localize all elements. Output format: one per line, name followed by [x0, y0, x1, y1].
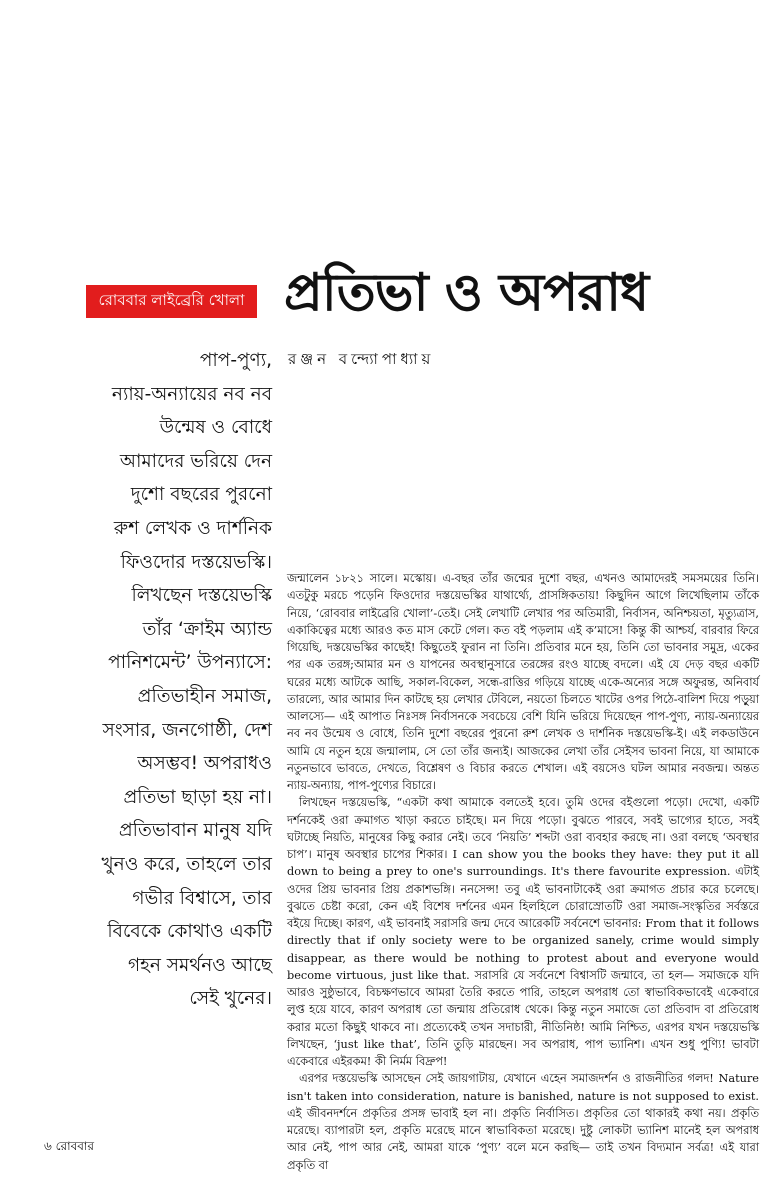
body-paragraph: লিখছেন দস্তয়েভস্কি, “একটা কথা আমাকে বলতেই হবে। তুমি ওদের বইগুলো পড়ো। দেখো, একটি দর্শনকেই ওরা ক্রমাগত খাড়া করতে চাইছে। মন দিয়ে পড়ো। বুঝতে পারবে, সবই ভাগ্যের হাতে, সবই ঘটাচ্ছে নিয়তি, মানুষের কিছু করার নেই। তবে ‘নিয়তি’ শব্দটা ওরা ব্যবহার করছে না। ওরা বলছে ‘অবস্থার চাপ’। মানুষ অবস্থার চাপের শিকার। I can show you the books they have: they put it all down to being a prey to one's surroundings. It's there favourite expression. এটাই ওদের প্রিয় ভাবনার প্রিয় প্রকাশভঙ্গি। ননসেন্স! তবু এই ভাবনাটাকেই ওরা ক্রমাগত প্রচার করে চলেছে। বুঝতে চেষ্টা করো, কেন এই বিশেষ দর্শনের এমন হিলহিলে চোরাস্রোতটি ওরা সমাজ-সংস্কৃতির সর্বস্তরে বইয়ে দিচ্ছে। কারণ, এই ভাবনাই সরাসরি জন্ম দেবে আরেকটি সর্বনেশে ভাবনার: From that it follows directly that if only society were to be organized sanely, crime would simply disappear, as there would be nothing to protest about and everyone would become virtuous, just like that. সরাসরি যে সর্বনেশে বিশ্বাসটি জন্মাবে, তা হল— সমাজকে যদি আরও সুষ্ঠুভাবে, বিচক্ষণভাবে আমরা তৈরি করতে পারি, তাহলে অপরাধ তো স্বাভাবিকভাবেই একেবারে লুপ্ত হয়ে যাবে, কারণ অপরাধ তো জন্মায় প্রতিরোধ থেকে। কিন্তু নতুন সমাজে তো প্রতিবাদ বা প্রতিরোধ করার মতো কিছুই থাকবে না। প্রত্যেকেই তখন সদাচারী, নীতিনিষ্ঠ! আমি নিশ্চিত, এরপর যখন দস্তয়েভস্কি লিখছেন, ‘just like that’, তিনি তুড়ি মারছেন। সব অপরাধ, পাপ ভ্যানিশ। এখন শুধু পুণ্যি! ভাবটা একেবারে এইরকম! কী নির্মম বিদ্রুপ!: [287, 796, 759, 1068]
pull-quote-line: দুশো বছরের পুরনো: [130, 484, 272, 506]
body-paragraph: এরপর দস্তয়েভস্কি আসছেন সেই জায়গাটায়, যেখানে এহেন সমাজদর্শন ও রাজনীতির গলদ! Nature isn't taken into consideration, nature is banished, nature is not supposed to exist. এই জীবনদর্শনে প্রকৃতির প্রসঙ্গ ভাবাই হল না। প্রকৃতি নির্বাসিত। প্রকৃতির তো থাকারই কথা নয়। প্রকৃতি মরেছে। ব্যাপারটা হল, প্রকৃতি মরেছে মানে স্বাভাবিকতা মরেছে। দুষ্টু লোকটা ভ্যানিশ মানেই হল অপরাধ আর নেই, পাপ আর নেই, আমরা যাকে ‘পুণ্য’ বলে মনে করছি— তাই তখন বিদ্যমান সর্বত্র! এই যারা প্রকৃতি বা: [287, 1072, 759, 1172]
section-badge: রোববার লাইব্রেরি খোলা: [86, 285, 257, 318]
body-paragraph: জন্মালেন ১৮২১ সালে। মস্কোয়। এ-বছর তাঁর জন্মের দুশো বছর, এখনও আমাদেরই সমসময়ের তিনি। এতটুকু মরচে পড়েনি ফিওদোর দস্তয়েভস্কির যাথার্থ্যে, প্রাসঙ্গিকতায়! কিছুদিন আগে লিখেছিলাম তাঁকে নিয়ে, ‘রোববার লাইব্রেরি খোলা’-তেই। সেই লেখাটি লেখার পর অতিমারী, নির্বাসন, অনিশ্চয়তা, মৃত্যুত্রাস, একাকিত্বের মধ্যে আরও কত মাস কেটে গেল। কত বই পড়লাম এই ক’মাসে! কিন্তু কী আশ্চর্য, বারবার ফিরে গিয়েছি, দস্তয়েভস্কির কাছেই! কিছুতেই ফুরান না তিনি। প্রতিবার মনে হয়, তিনি তো ভাবনার সমুদ্র, একের পর এক তরঙ্গ;আমার মন ও যাপনের অবস্থানুসারে তরঙ্গের রংও যাচ্ছে বদলে। এই যে দেড় বছর একটি ঘরের মধ্যে আটকে আছি, সকাল-বিকেল, সন্ধে-রাত্তির গড়িয়ে যাচ্ছে একে-অন্যের সঙ্গে অফুরন্ত, অনিবার্য তারল্যে, আর আমার দিন কাটছে হয় লেখার টেবিলে, নয়তো চিলতে খাটের ওপর পিঠে-বালিশ দিয়ে পড়ুয়া আলস্যে— এই আপাত নিঃসঙ্গ নির্বাসনকে সবচেয়ে বেশি যিনি ভরিয়ে দিয়েছেন পাপ-পুণ্য, ন্যায়-অন্যায়ের নব নব উন্মেষ ও বোধে, তিনি দুশো বছরের পুরনো রুশ লেখক ও দার্শনিক দস্তয়েভস্কি-ই। এই লকডাউনে আমি যে নতুন হয়ে জন্মালাম, সে তো তাঁর জন্যই। আজকের লেখা তাঁর সেইসব ভাবনা নিয়ে, যা আমাকে নতুনভাবে ভাবতে, দেখতে, বিশ্লেষণ ও বিচার করতে শেখাল। এই বয়সেও ঘটল আমার নবজন্ম। অন্তত ন্যায়-অন্যায়, পাপ-পুণ্যের বিচারে।: [287, 572, 759, 792]
pull-quote-line: গহন সমর্থনও আছে: [127, 954, 272, 976]
article-title: প্রতিভা ও অপরাধ: [284, 263, 649, 323]
pull-quote-line: গভীর বিশ্বাসে, তার: [132, 887, 272, 909]
pull-quote-line: বিবেকে কোথাও একটি: [107, 921, 272, 943]
pull-quote-line: প্রতিভা ছাড়া হয় না।: [123, 786, 272, 808]
pull-quote-line: পাপ-পুণ্য,: [199, 350, 272, 371]
pull-quote-line: সেই খুনের।: [189, 988, 272, 1010]
pull-quote-line: খুনও করে, তাহলে তার: [101, 853, 272, 875]
pull-quote-line: ফিওদোর দস্তয়েভস্কি।: [120, 551, 272, 573]
pull-quote: [40, 344, 272, 1016]
article-body: [287, 570, 759, 1174]
pull-quote-line: লিখছেন দস্তয়েভস্কি: [131, 585, 272, 607]
pull-quote-line: আমাদের ভরিয়ে দেন: [119, 450, 272, 472]
pull-quote-line: প্রতিভাহীন সমাজ,: [137, 685, 272, 707]
page-folio: ৬ রোববার: [44, 1139, 95, 1153]
pull-quote-line: পানিশমেন্ট’ উপন্যাসে:: [108, 652, 272, 674]
pull-quote-line: তাঁর ‘ক্রাইম অ্যান্ড: [142, 618, 272, 640]
pull-quote-line: ন্যায়-অন্যায়ের নব নব: [111, 383, 272, 405]
pull-quote-line: সংসার, জনগোষ্ঠী, দেশ: [102, 719, 272, 741]
pull-quote-line: রুশ লেখক ও দার্শনিক: [113, 517, 272, 539]
pull-quote-line: প্রতিভাবান মানুষ যদি: [118, 820, 272, 842]
author-byline: রঞ্জন বন্দ্যোপাধ্যায়: [288, 350, 435, 368]
pull-quote-line: উন্মেষ ও বোধে: [159, 417, 272, 439]
pull-quote-line: অসম্ভব! অপরাধও: [137, 753, 272, 775]
